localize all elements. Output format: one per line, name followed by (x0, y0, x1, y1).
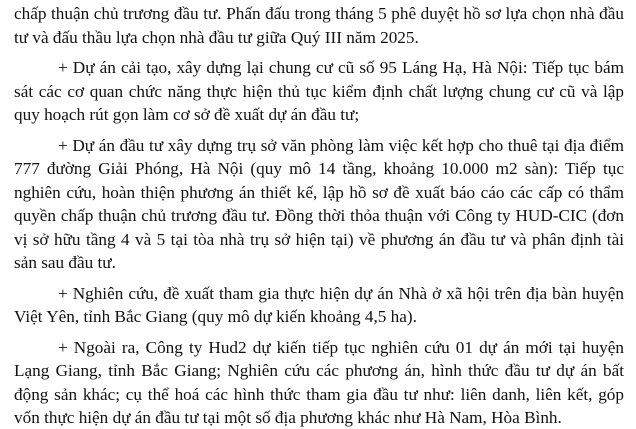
paragraph-social-housing-viet-yen: + Nghiên cứu, đề xuất tham gia thực hiện dự án Nhà ở xã hội trên địa bàn huyện Việt Yên, tỉnh Bắc Giang (quy mô dự kiến khoảng 4,5 ha). (14, 283, 624, 326)
paragraph-other-projects: + Ngoài ra, Công ty Hud2 dự kiến tiếp tục nghiên cứu 01 dự án mới tại huyện Lạng Giang, tỉnh Bắc Giang; Nghiên cứu các phương án, hình thức đầu tư dự án bất động sản khác; cụ thể hoá các hình thức tham gia đầu tư như: liên danh, liên kết, góp vốn thực hiện dự án đầu tư tại một số địa phương khác như Hà Nam, Hòa Bình. (14, 337, 624, 427)
paragraph-approval-continuation: chấp thuận chủ trương đầu tư. Phấn đấu trong tháng 5 phê duyệt hồ sơ lựa chọn nhà đầu tư và đấu thầu lựa chọn nhà đầu tư giữa Quý III năm 2025. (14, 4, 624, 47)
paragraph-giai-phong-office-project: + Dự án đầu tư xây dựng trụ sở văn phòng làm việc kết hợp cho thuê tại địa điểm 777 đường Giải Phóng, Hà Nội (quy mô 14 tầng, khoảng 10.000 m2 sàn): Tiếp tục nghiên cứu, hoàn thiện phương án thiết kế, lập hồ sơ đề xuất báo cáo các cấp có thẩm quyền chấp thuận chủ trương đầu tư. Đồng thời thỏa thuận với Công ty HUD-CIC (đơn vị sở hữu tầng 4 và 5 tại tòa nhà trụ sở hiện tại) về phương án đầu tư và phân định tài sản sau đầu tư. (14, 135, 624, 272)
paragraph-lang-ha-project: + Dự án cải tạo, xây dựng lại chung cư cũ số 95 Láng Hạ, Hà Nội: Tiếp tục bám sát các cơ quan chức năng thực hiện thủ tục kiểm định chất lượng chung cư cũ và lập quy hoạch rút gọn làm cơ sở đề xuất dự án đầu tư; (14, 58, 624, 124)
